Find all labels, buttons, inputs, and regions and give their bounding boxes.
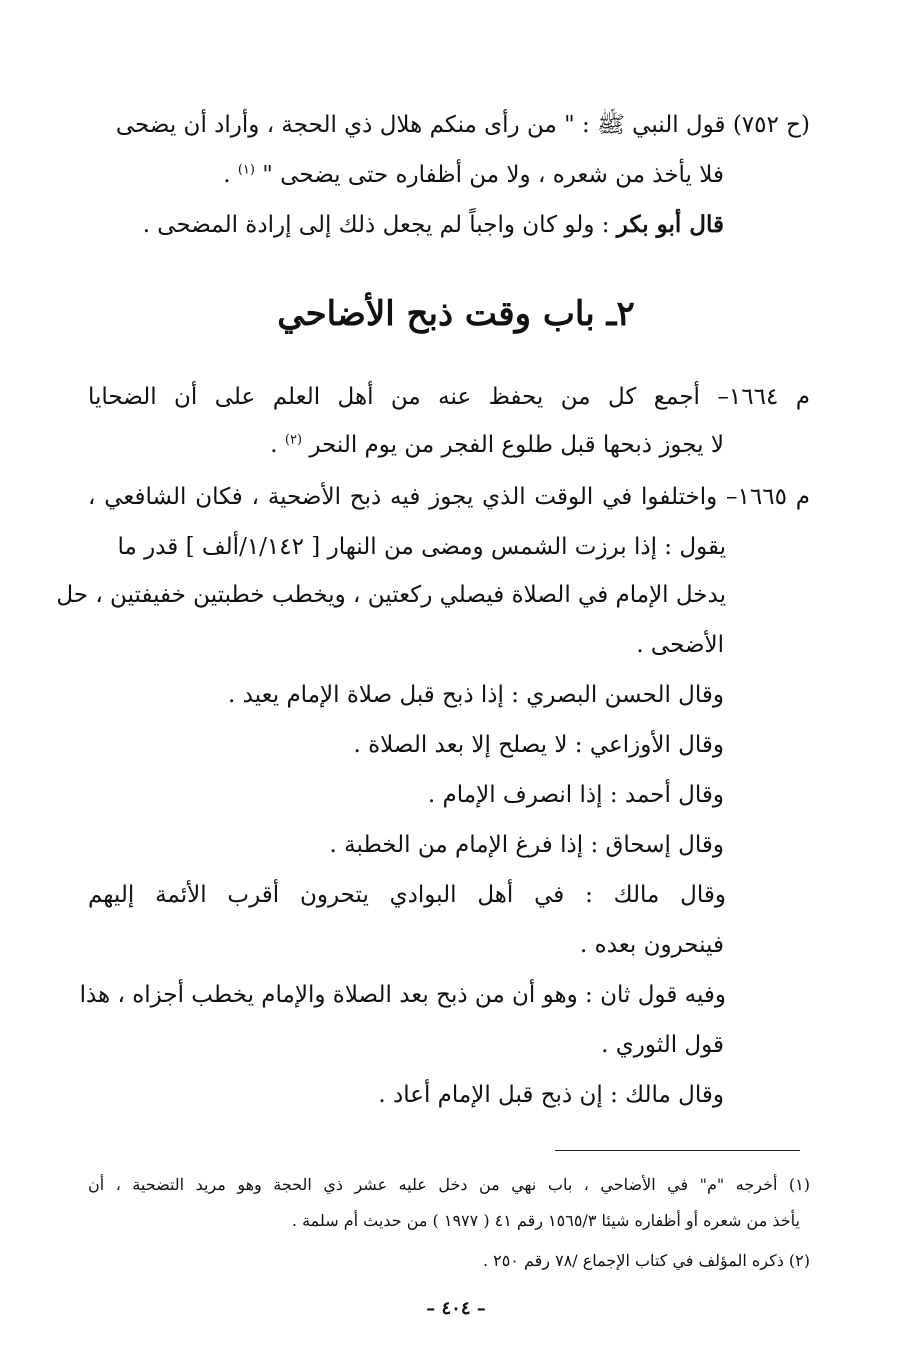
second-opinion-line-1-text: وفيه قول ثان : وهو أن من ذبح بعد الصلاة والإمام يخطب أجزاه ، هذا — [79, 982, 726, 1008]
masala-1665-line-3 — [56, 578, 726, 612]
opinion-malik-1-line-2-text: فينحرون بعده . — [580, 932, 724, 958]
footnote-1-line-2-text: يأخذ من شعره أو أظفاره شيئا ١٥٦٥/٣ رقم ٤١ ( ١٩٧٧ ) من حديث أم سلمة . — [291, 1211, 800, 1230]
masala-1664-line-1-text: م ١٦٦٤– أجمع كل من يحفظ عنه من أهل العلم على أن الضحايا — [88, 384, 810, 410]
masala-1664-line-2-text: لا يجوز ذبحها قبل طلوع الفجر من يوم النحر — [309, 432, 724, 458]
page-number: – ٤٠٤ – — [426, 1298, 486, 1319]
masala-1664-line-1 — [88, 380, 810, 414]
footnote-separator — [555, 1150, 800, 1151]
masala-1665-line-3-text: يدخل الإمام في الصلاة فيصلي ركعتين ، ويخطب خطبتين خفيفتين ، حل — [56, 582, 726, 608]
opinion-malik-1-line-1 — [88, 878, 726, 912]
masala-1665-line-1-text: م ١٦٦٥– واختلفوا في الوقت الذي يجوز فيه ذبح الأضحية ، فكان الشافعي ، — [88, 484, 810, 510]
opinion-malik-1-line-1-text: وقال مالك : في أهل البوادي يتحرون أقرب الأئمة إليهم — [88, 882, 726, 908]
footnote-ref-2[interactable]: (٢) — [284, 432, 303, 448]
abu-bakr-comment — [143, 208, 724, 242]
second-opinion-line-2-text: قول الثوري . — [601, 1032, 724, 1058]
masala-1665-line-2 — [117, 530, 726, 564]
footnote-ref-1[interactable]: (١) — [237, 162, 255, 178]
opinion-ishaq-text: وقال إسحاق : إذا فرغ الإمام من الخطبة . — [329, 832, 724, 858]
footnote-2-text: (٢) ذكره المؤلف في كتاب الإجماع /٧٨ رقم ٢٥٠ . — [482, 1251, 810, 1270]
masala-1665-line-4-text: الأضحى . — [636, 632, 724, 658]
masala-1665-line-2-text: يقول : إذا برزت الشمس ومضى من النهار [ ١/١٤٢/ألف ] قدر ما — [117, 534, 726, 560]
opinion-awzai — [354, 728, 725, 762]
hadith-752-line-1-text: (ح ٧٥٢) قول النبي ﷺ : " من رأى منكم هلال ذي الحجة ، وأراد أن يضحى — [115, 112, 810, 138]
hadith-752-line-1 — [115, 108, 810, 142]
second-opinion-line-2 — [601, 1028, 724, 1062]
opinion-malik-2 — [378, 1078, 724, 1112]
footnote-1-line-1 — [88, 1172, 810, 1198]
abu-bakr-text: : ولو كان واجباً لم يجعل ذلك إلى إرادة المضحى . — [142, 212, 610, 238]
opinion-ahmad-text: وقال أحمد : إذا انصرف الإمام . — [427, 782, 724, 808]
hadith-752-line-2-text: فلا يأخذ من شعره ، ولا من أظفاره حتى يضحى " — [262, 162, 724, 188]
masala-1665-line-4 — [636, 628, 724, 662]
masala-1664-line-2 — [270, 428, 724, 462]
second-opinion-line-1 — [79, 978, 726, 1012]
footnote-1-line-1-text: (١) أخرجه "م" في الأضاحي ، باب نهي من دخل عليه عشر ذي الحجة وهو مريد التضحية ، أن — [88, 1175, 810, 1194]
opinion-hasan-basri — [228, 678, 724, 712]
hadith-752-line-2-end: . — [223, 162, 231, 188]
opinion-awzai-text: وقال الأوزاعي : لا يصلح إلا بعد الصلاة . — [353, 732, 724, 758]
opinion-malik-2-text: وقال مالك : إن ذبح قبل الإمام أعاد . — [378, 1082, 724, 1108]
masala-1664-line-2-end: . — [270, 432, 278, 458]
hadith-752-line-2 — [223, 158, 724, 192]
footnote-2 — [483, 1248, 810, 1274]
opinion-ishaq — [330, 828, 724, 862]
abu-bakr-label: قال أبو بكر — [616, 211, 724, 238]
section-heading: ٢ـ باب وقت ذبح الأضاحي — [277, 294, 635, 334]
opinion-ahmad — [428, 778, 724, 812]
footnote-1-line-2 — [292, 1208, 800, 1234]
opinion-malik-1-line-2 — [580, 928, 724, 962]
masala-1665-line-1 — [88, 480, 810, 514]
opinion-hasan-basri-text: وقال الحسن البصري : إذا ذبح قبل صلاة الإمام يعيد . — [228, 682, 724, 708]
